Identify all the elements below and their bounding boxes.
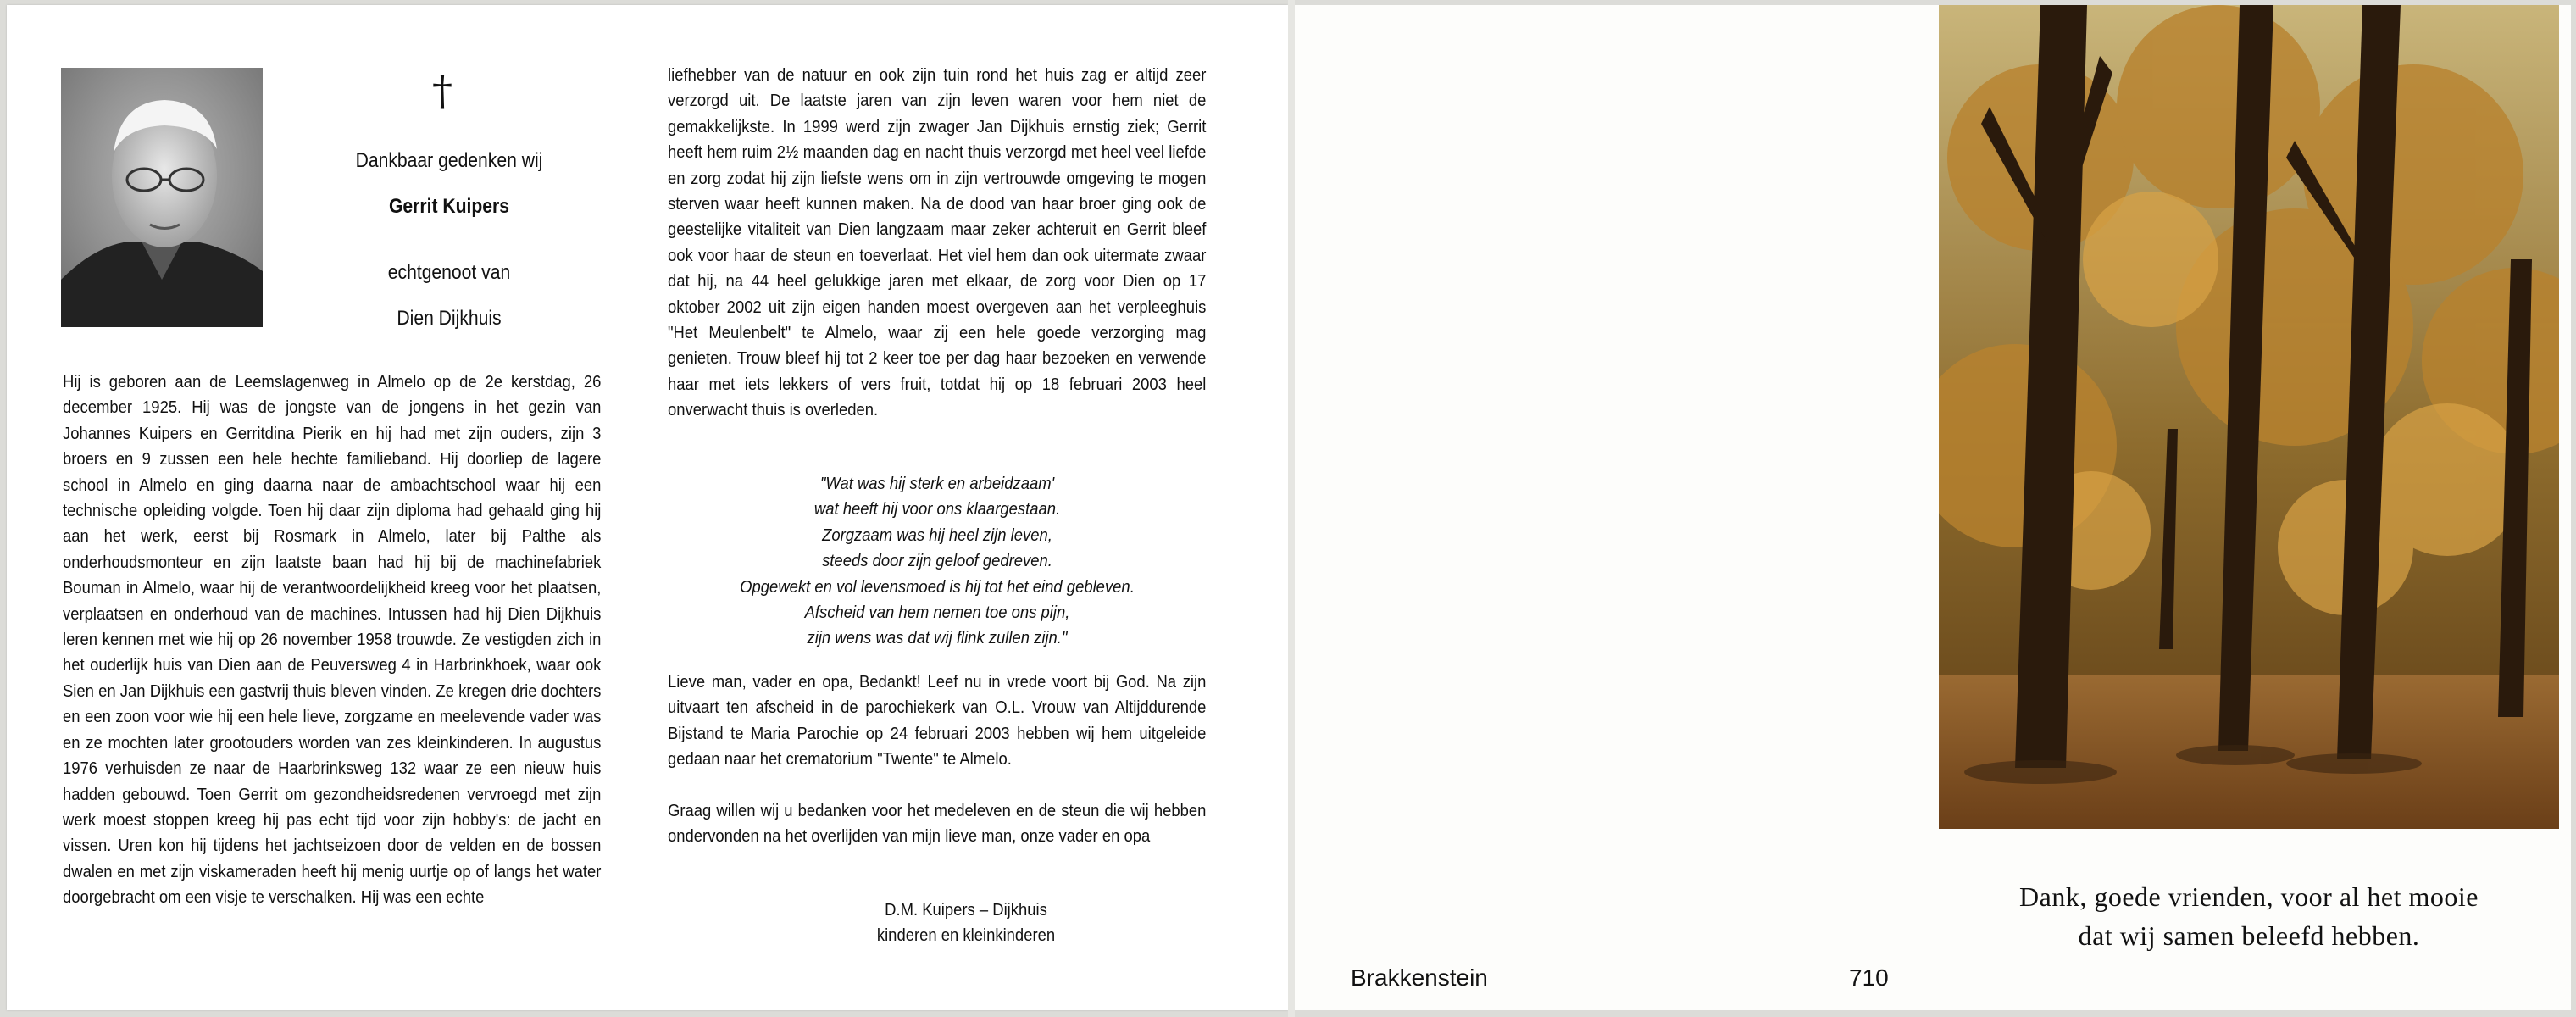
- farewell-text: Lieve man, vader en opa, Bedankt! Leef nu in vrede voort bij God. Na zijn uitvaart ten afscheid in de parochiekerk van O.L. Vrouw van Altijddurende Bijstand te Maria Parochie op 24 februari 2003 hebben wij hem uitgeleide gedaan naar het crematorium "Twente" te Almelo.: [668, 672, 1207, 770]
- biography-continued: liefhebber van de natuur en ook zijn tuin rond het huis zag er altijd zeer verzorgd uit. De laatste jaren van zijn leven waren voor hem niet de gemakkelijkste. In 1999 werd zijn zwager Jan Dijkhuis ernstig ziek; Gerrit heeft hem ruim 2½ maanden dag en nacht thuis verzorgd met heel veel liefde en zorg zodat hij zijn liefste wens om in zijn vertrouwde omgeving te mogen sterven waar heeft kunnen maken. Na de dood van haar broer ging ook de geestelijke vitaliteit van Dien langzaam maar zeker achteruit en Gerrit bleef ook voor haar de steun en toeverlaat. Het viel hem dan ook uitermate zwaar dat hij, na 44 heel gelukkige jaren met elkaar, de zorg voor Dien op 17 oktober 2002 uit zijn eigen handen moest overgeven aan het verpleeghuis "Het Meulenbelt" te Almelo, waar zij een hele goede verzorging mag genieten. Trouw bleef hij tot 2 keer toe per dag haar bezoeken en verwende haar met iets lekkers of vers fruit, totdat hij op 18 februari 2003 heel onverwacht thuis is overleden.: [668, 65, 1207, 420]
- spouse-name: Dien Dijkhuis: [397, 307, 502, 330]
- biography-column-1: [63, 370, 602, 911]
- publisher-brand: Brakkenstein: [1351, 964, 1488, 991]
- thanks-text: Graag willen wij u bedanken voor het medeleven en de steun die wij hebben ondervonden na het overlijden van mijn lieve man, onze vader en opa: [668, 801, 1207, 847]
- caption-line-1: Dank, goede vrienden, voor al het mooie: [2019, 881, 2479, 912]
- header-intro: Dankbaar gedenken wij: [355, 149, 543, 172]
- card-fold: [1288, 0, 1295, 1017]
- poem-line: "Wat was hij sterk en arbeidzaam': [819, 474, 1055, 493]
- poem: [668, 471, 1207, 652]
- signature-name: D.M. Kuipers – Dijkhuis: [885, 900, 1047, 920]
- biography-column-2: [668, 63, 1207, 424]
- poem-line: Afscheid van hem nemen toe ons pijn,: [804, 603, 1070, 623]
- signature-family: kinderen en kleinkinderen: [876, 925, 1056, 945]
- forest-photo: [1939, 5, 2559, 829]
- poem-line: zijn wens was dat wij flink zullen zijn.": [807, 628, 1068, 648]
- thanks-paragraph: [668, 798, 1207, 850]
- farewell-paragraph: [668, 670, 1207, 773]
- caption-line-2: dat wij samen beleefd hebben.: [2078, 920, 2420, 951]
- portrait-photo: [61, 68, 263, 327]
- biography-text: Hij is geboren aan de Leemslagenweg in Almelo op de 2e kerstdag, 26 december 1925. Hij was de jongste van de jongens in het gezin van Johannes Kuipers en Gerritdina Pierik en hij had met zijn ouders, zijn 3 broers en 9 zussen een hele hechte familieband. Hij doorliep de lagere school in Almelo en ging daarna naar de ambachtschool waar hij een technische opleiding volgde. Toen hij daar zijn diploma had gehaald ging hij aan het werk, eerst bij Rosmark in Almelo, later bij Palthe als onderhoudsmonteur en zijn laatste baan had hij bij de machinefabriek Bouman in Almelo, waar hij de verantwoordelijkheid kreeg voor het plaatsen, verplaatsen en onderhoud van de machines. Intussen had hij Dien Dijkhuis leren kennen met wie hij op 26 november 1958 trouwde. Ze vestigden zich in het ouderlijk huis van Dien aan de Peuversweg 4 in Harbrinkhoek, waar ook Sien en Jan Dijkhuis een gastvrij thuis bleven vinden. Ze kregen drie dochters en een zoon voor wie hij een hele lieve, zorgzame en meelevende vader was en ze mochten later grootouders worden van zes kleinkinderen. In augustus 1976 verhuisden ze naar de Haarbrinksweg 132 waar ze een nieuw huis hadden gebouwd. Toen Gerrit om gezondheidsredenen vervroegd met zijn werk moest stoppen kreeg hij pas echt tijd voor zijn hobby's: de jacht en vissen. Uren kon hij tijdens het jachtseizoen door de velden en de bossen dwalen en met zijn viskameraden heeft hij menig uurtje op of langs het water doorgebracht om een visje te verschalken. Hij was een echte: [63, 372, 602, 908]
- poem-line: Opgewekt en vol levensmoed is hij tot het eind gebleven.: [740, 576, 1135, 597]
- cross-symbol: †: [432, 68, 452, 115]
- poem-line: Zorgzaam was hij heel zijn leven,: [822, 525, 1052, 545]
- poem-line: wat heeft hij voor ons klaargestaan.: [813, 499, 1061, 520]
- poem-line: steeds door zijn geloof gedreven.: [822, 551, 1052, 571]
- deceased-name: Gerrit Kuipers: [388, 195, 510, 218]
- header-relation: echtgenoot van: [387, 261, 511, 284]
- card-number: 710: [1849, 964, 1889, 991]
